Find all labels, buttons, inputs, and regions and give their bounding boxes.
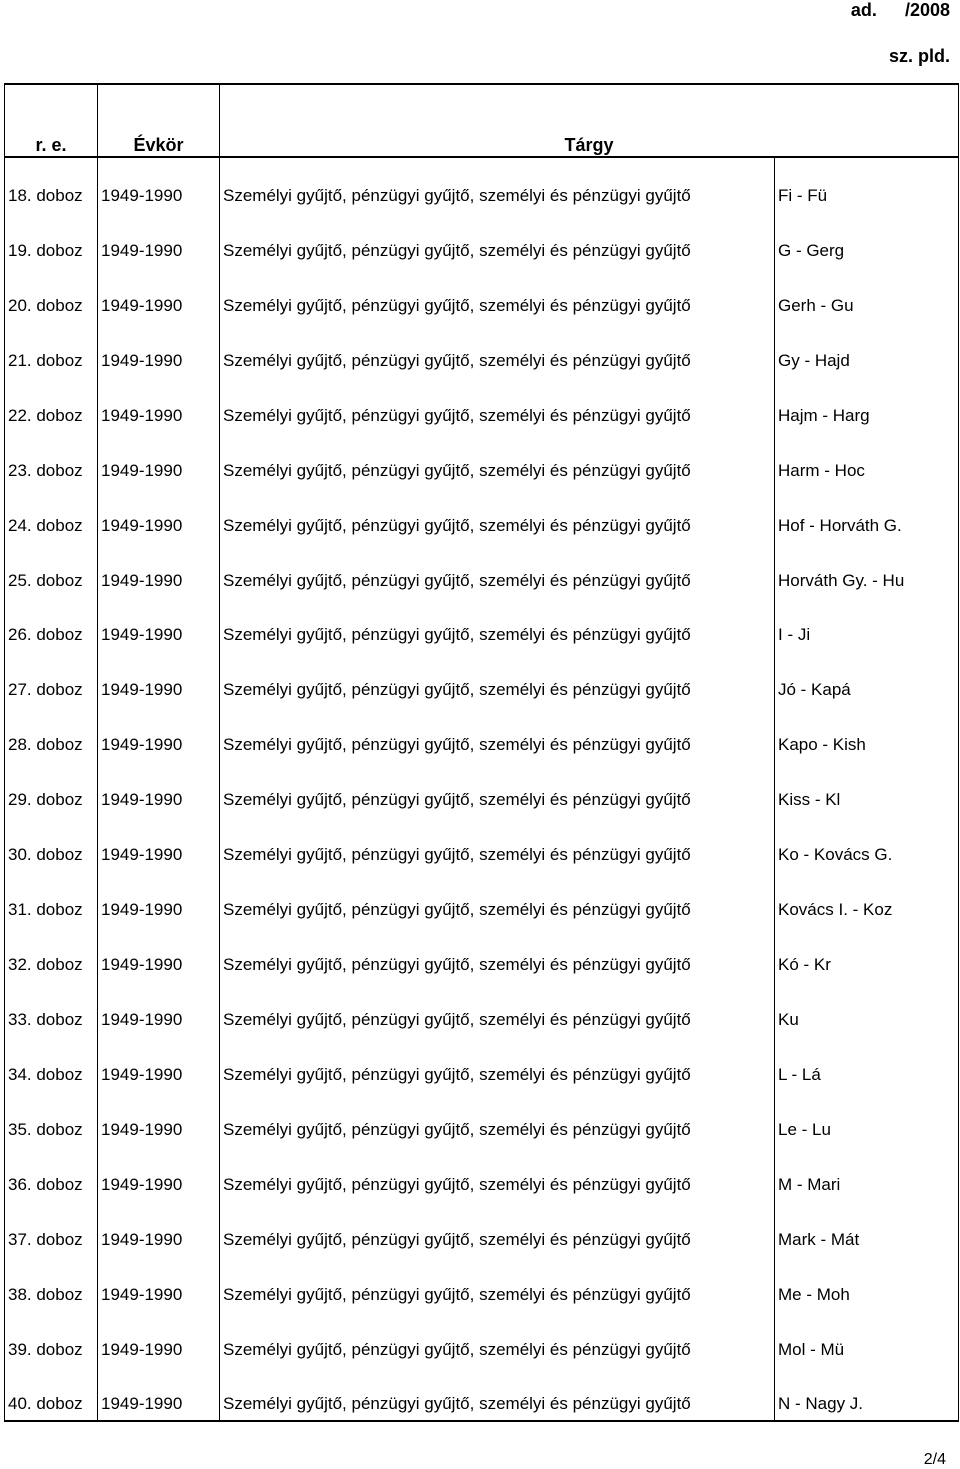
cell-targy: Személyi gyűjtő, pénzügyi gyűjtő, személyi és pénzügyi gyűjtő — [220, 1311, 775, 1366]
cell-evkor: 1949-1990 — [98, 761, 220, 816]
cell-re: 31. doboz — [5, 871, 98, 926]
cell-evkor: 1949-1990 — [98, 212, 220, 267]
cell-name-range: Kapo - Kish — [775, 706, 959, 761]
cell-targy: Személyi gyűjtő, pénzügyi gyűjtő, személyi és pénzügyi gyűjtő — [220, 816, 775, 871]
ad-number: /2008 — [904, 0, 950, 20]
table-row — [5, 267, 959, 322]
column-header-targy: Tárgy — [220, 84, 959, 157]
table-row — [5, 432, 959, 487]
cell-evkor: 1949-1990 — [98, 542, 220, 597]
cell-name-range: Mark - Mát — [775, 1201, 959, 1256]
cell-re: 38. doboz — [5, 1256, 98, 1311]
cell-re: 24. doboz — [5, 487, 98, 542]
cell-evkor: 1949-1990 — [98, 432, 220, 487]
cell-evkor: 1949-1990 — [98, 981, 220, 1036]
cell-targy: Személyi gyűjtő, pénzügyi gyűjtő, személyi és pénzügyi gyűjtő — [220, 761, 775, 816]
cell-name-range: Kó - Kr — [775, 926, 959, 981]
cell-re: 25. doboz — [5, 542, 98, 597]
column-header-re: r. e. — [5, 84, 98, 157]
table-row — [5, 1311, 959, 1366]
cell-name-range: N - Nagy J. — [775, 1366, 959, 1421]
cell-targy: Személyi gyűjtő, pénzügyi gyűjtő, személyi és pénzügyi gyűjtő — [220, 597, 775, 652]
table-row — [5, 542, 959, 597]
ad-label: ad. — [850, 0, 877, 20]
cell-name-range: Ko - Kovács G. — [775, 816, 959, 871]
table-row — [5, 377, 959, 432]
cell-name-range: Gy - Hajd — [775, 322, 959, 377]
cell-evkor: 1949-1990 — [98, 1311, 220, 1366]
cell-evkor: 1949-1990 — [98, 926, 220, 981]
cell-name-range: Hajm - Harg — [775, 377, 959, 432]
table-row — [5, 1201, 959, 1256]
column-header-evkor: Évkör — [98, 84, 220, 157]
table-body — [5, 157, 959, 1421]
cell-targy: Személyi gyűjtő, pénzügyi gyűjtő, személyi és pénzügyi gyűjtő — [220, 542, 775, 597]
cell-evkor: 1949-1990 — [98, 1091, 220, 1146]
cell-evkor: 1949-1990 — [98, 706, 220, 761]
cell-re: 20. doboz — [5, 267, 98, 322]
cell-targy: Személyi gyűjtő, pénzügyi gyűjtő, személyi és pénzügyi gyűjtő — [220, 157, 775, 212]
document-reference — [851, 0, 950, 20]
cell-targy: Személyi gyűjtő, pénzügyi gyűjtő, személyi és pénzügyi gyűjtő — [220, 487, 775, 542]
table-row — [5, 651, 959, 706]
cell-name-range: Kovács I. - Koz — [775, 871, 959, 926]
cell-re: 32. doboz — [5, 926, 98, 981]
cell-targy: Személyi gyűjtő, pénzügyi gyűjtő, személyi és pénzügyi gyűjtő — [220, 1091, 775, 1146]
cell-name-range: Jó - Kapá — [775, 651, 959, 706]
cell-targy: Személyi gyűjtő, pénzügyi gyűjtő, személyi és pénzügyi gyűjtő — [220, 1366, 775, 1421]
cell-re: 21. doboz — [5, 322, 98, 377]
cell-re: 29. doboz — [5, 761, 98, 816]
cell-targy: Személyi gyűjtő, pénzügyi gyűjtő, személyi és pénzügyi gyűjtő — [220, 1036, 775, 1091]
cell-targy: Személyi gyűjtő, pénzügyi gyűjtő, személyi és pénzügyi gyűjtő — [220, 1146, 775, 1201]
table-row — [5, 157, 959, 212]
cell-name-range: Gerh - Gu — [775, 267, 959, 322]
cell-re: 27. doboz — [5, 651, 98, 706]
cell-name-range: Ku — [775, 981, 959, 1036]
cell-name-range: Kiss - Kl — [775, 761, 959, 816]
table-row — [5, 487, 959, 542]
cell-name-range: Le - Lu — [775, 1091, 959, 1146]
cell-evkor: 1949-1990 — [98, 871, 220, 926]
cell-name-range: Horváth Gy. - Hu — [775, 542, 959, 597]
cell-evkor: 1949-1990 — [98, 1201, 220, 1256]
cell-evkor: 1949-1990 — [98, 322, 220, 377]
cell-name-range: Fi - Fü — [775, 157, 959, 212]
table-row — [5, 1036, 959, 1091]
table-row — [5, 871, 959, 926]
cell-evkor: 1949-1990 — [98, 816, 220, 871]
cell-targy: Személyi gyűjtő, pénzügyi gyűjtő, személyi és pénzügyi gyűjtő — [220, 651, 775, 706]
cell-evkor: 1949-1990 — [98, 1366, 220, 1421]
table-row — [5, 1146, 959, 1201]
table-row — [5, 1366, 959, 1421]
table-row — [5, 1091, 959, 1146]
inventory-table — [4, 83, 959, 1422]
cell-re: 23. doboz — [5, 432, 98, 487]
table-header-row — [5, 84, 959, 157]
table-row — [5, 706, 959, 761]
cell-targy: Személyi gyűjtő, pénzügyi gyűjtő, személyi és pénzügyi gyűjtő — [220, 871, 775, 926]
cell-re: 22. doboz — [5, 377, 98, 432]
cell-targy: Személyi gyűjtő, pénzügyi gyűjtő, személyi és pénzügyi gyűjtő — [220, 1201, 775, 1256]
copy-number-label: sz. pld. — [888, 46, 950, 66]
cell-re: 39. doboz — [5, 1311, 98, 1366]
cell-name-range: Harm - Hoc — [775, 432, 959, 487]
cell-re: 18. doboz — [5, 157, 98, 212]
table-row — [5, 926, 959, 981]
cell-evkor: 1949-1990 — [98, 377, 220, 432]
table-row — [5, 322, 959, 377]
cell-targy: Személyi gyűjtő, pénzügyi gyűjtő, személyi és pénzügyi gyűjtő — [220, 706, 775, 761]
table-row — [5, 212, 959, 267]
cell-targy: Személyi gyűjtő, pénzügyi gyűjtő, személyi és pénzügyi gyűjtő — [220, 212, 775, 267]
cell-re: 33. doboz — [5, 981, 98, 1036]
cell-targy: Személyi gyűjtő, pénzügyi gyűjtő, személyi és pénzügyi gyűjtő — [220, 432, 775, 487]
table-row — [5, 597, 959, 652]
cell-re: 30. doboz — [5, 816, 98, 871]
cell-targy: Személyi gyűjtő, pénzügyi gyűjtő, személyi és pénzügyi gyűjtő — [220, 267, 775, 322]
cell-targy: Személyi gyűjtő, pénzügyi gyűjtő, személyi és pénzügyi gyűjtő — [220, 322, 775, 377]
cell-evkor: 1949-1990 — [98, 267, 220, 322]
cell-name-range: Me - Moh — [775, 1256, 959, 1311]
table-row — [5, 816, 959, 871]
cell-re: 35. doboz — [5, 1091, 98, 1146]
cell-name-range: M - Mari — [775, 1146, 959, 1201]
page-number: 2/4 — [923, 1451, 946, 1468]
cell-re: 28. doboz — [5, 706, 98, 761]
cell-evkor: 1949-1990 — [98, 597, 220, 652]
cell-name-range: L - Lá — [775, 1036, 959, 1091]
cell-evkor: 1949-1990 — [98, 487, 220, 542]
cell-targy: Személyi gyűjtő, pénzügyi gyűjtő, személyi és pénzügyi gyűjtő — [220, 926, 775, 981]
cell-name-range: Mol - Mü — [775, 1311, 959, 1366]
cell-evkor: 1949-1990 — [98, 651, 220, 706]
cell-re: 19. doboz — [5, 212, 98, 267]
cell-evkor: 1949-1990 — [98, 157, 220, 212]
table-row — [5, 761, 959, 816]
cell-name-range: Hof - Horváth G. — [775, 487, 959, 542]
cell-targy: Személyi gyűjtő, pénzügyi gyűjtő, személyi és pénzügyi gyűjtő — [220, 1256, 775, 1311]
cell-re: 26. doboz — [5, 597, 98, 652]
table-row — [5, 1256, 959, 1311]
cell-evkor: 1949-1990 — [98, 1146, 220, 1201]
cell-name-range: I - Ji — [775, 597, 959, 652]
table-row — [5, 981, 959, 1036]
cell-re: 34. doboz — [5, 1036, 98, 1091]
cell-re: 37. doboz — [5, 1201, 98, 1256]
cell-evkor: 1949-1990 — [98, 1036, 220, 1091]
cell-targy: Személyi gyűjtő, pénzügyi gyűjtő, személyi és pénzügyi gyűjtő — [220, 377, 775, 432]
cell-name-range: G - Gerg — [775, 212, 959, 267]
cell-re: 36. doboz — [5, 1146, 98, 1201]
cell-targy: Személyi gyűjtő, pénzügyi gyűjtő, személyi és pénzügyi gyűjtő — [220, 981, 775, 1036]
cell-re: 40. doboz — [5, 1366, 98, 1421]
cell-evkor: 1949-1990 — [98, 1256, 220, 1311]
